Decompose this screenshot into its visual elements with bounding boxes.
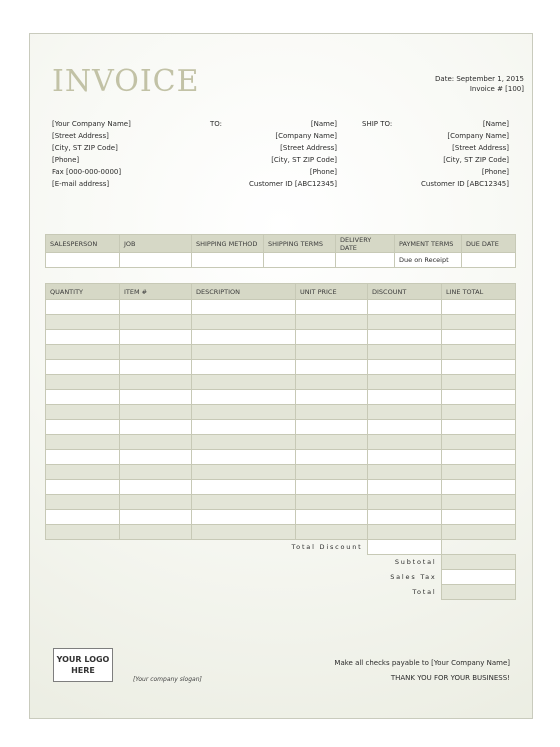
cell-discount[interactable] bbox=[368, 450, 442, 465]
cell-unit-price[interactable] bbox=[296, 375, 368, 390]
cell-line-total[interactable] bbox=[442, 345, 516, 360]
cell-unit-price[interactable] bbox=[296, 495, 368, 510]
cell-item-number[interactable] bbox=[120, 435, 192, 450]
cell-line-total[interactable] bbox=[442, 525, 516, 540]
cell-quantity[interactable] bbox=[46, 390, 120, 405]
cell-item-number[interactable] bbox=[120, 390, 192, 405]
header-due-date: DUE DATE bbox=[462, 235, 516, 253]
header-line-total: LINE TOTAL bbox=[442, 284, 516, 300]
header-description: DESCRIPTION bbox=[192, 284, 296, 300]
to-line: [City, ST ZIP Code] bbox=[271, 156, 337, 164]
cell-description[interactable] bbox=[192, 525, 296, 540]
header-salesperson: SALESPERSON bbox=[46, 235, 120, 253]
total-label: Total bbox=[412, 588, 437, 596]
cell-quantity[interactable] bbox=[46, 360, 120, 375]
cell-unit-price[interactable] bbox=[296, 525, 368, 540]
cell-unit-price[interactable] bbox=[296, 450, 368, 465]
cell-quantity[interactable] bbox=[46, 465, 120, 480]
cell-quantity[interactable] bbox=[46, 420, 120, 435]
cell-item-number[interactable] bbox=[120, 450, 192, 465]
cell-quantity[interactable] bbox=[46, 495, 120, 510]
from-address bbox=[52, 118, 131, 190]
cell-discount[interactable] bbox=[368, 360, 442, 375]
table-row bbox=[46, 510, 516, 525]
cell-line-total[interactable] bbox=[442, 405, 516, 420]
ship-to-line: [Company Name] bbox=[447, 132, 509, 140]
to-line: [Company Name] bbox=[275, 132, 337, 140]
table-row bbox=[46, 345, 516, 360]
invoice-meta bbox=[344, 73, 524, 93]
logo-line: HERE bbox=[71, 666, 95, 675]
cell-discount[interactable] bbox=[368, 315, 442, 330]
cell-quantity[interactable] bbox=[46, 450, 120, 465]
table-row bbox=[46, 375, 516, 390]
cell-description[interactable] bbox=[192, 510, 296, 525]
header-item-number: ITEM # bbox=[120, 284, 192, 300]
cell-line-total[interactable] bbox=[442, 420, 516, 435]
cell-discount[interactable] bbox=[368, 345, 442, 360]
cell-description[interactable] bbox=[192, 390, 296, 405]
cell-discount[interactable] bbox=[368, 375, 442, 390]
table-row bbox=[46, 465, 516, 480]
header-payment-terms: PAYMENT TERMS bbox=[395, 235, 462, 253]
sales-tax-label: Sales Tax bbox=[390, 573, 437, 581]
ship-to-line: [Street Address] bbox=[452, 144, 509, 152]
from-line: Fax [000-000-0000] bbox=[52, 168, 122, 176]
from-line: [E-mail address] bbox=[52, 180, 110, 188]
table-row bbox=[46, 420, 516, 435]
cell-quantity[interactable] bbox=[46, 375, 120, 390]
cell-item-number[interactable] bbox=[120, 300, 192, 315]
cell-unit-price[interactable] bbox=[296, 300, 368, 315]
cell-unit-price[interactable] bbox=[296, 360, 368, 375]
total-discount-label: Total Discount bbox=[291, 543, 363, 551]
header-shipping-terms: SHIPPING TERMS bbox=[264, 235, 336, 253]
subtotal-value[interactable] bbox=[441, 555, 515, 570]
cell-item-number[interactable] bbox=[120, 330, 192, 345]
from-line: [Your Company Name] bbox=[52, 120, 131, 128]
cell-description[interactable] bbox=[192, 300, 296, 315]
cell-shipping-terms[interactable] bbox=[264, 253, 336, 268]
from-line: [City, ST ZIP Code] bbox=[52, 144, 118, 152]
invoice-title: INVOICE bbox=[52, 64, 200, 99]
table-row bbox=[46, 495, 516, 510]
cell-unit-price[interactable] bbox=[296, 510, 368, 525]
to-line: Customer ID [ABC12345] bbox=[249, 180, 337, 188]
cell-description[interactable] bbox=[192, 465, 296, 480]
cell-unit-price[interactable] bbox=[296, 315, 368, 330]
cell-line-total[interactable] bbox=[442, 390, 516, 405]
header-unit-price: UNIT PRICE bbox=[296, 284, 368, 300]
cell-salesperson[interactable] bbox=[46, 253, 120, 268]
from-line: [Street Address] bbox=[52, 132, 109, 140]
to-line: [Phone] bbox=[309, 168, 337, 176]
cell-item-number[interactable] bbox=[120, 495, 192, 510]
cell-item-number[interactable] bbox=[120, 480, 192, 495]
line-items-table bbox=[45, 283, 516, 540]
cell-description[interactable] bbox=[192, 345, 296, 360]
cell-line-total[interactable] bbox=[442, 315, 516, 330]
table-row bbox=[46, 315, 516, 330]
cell-quantity[interactable] bbox=[46, 300, 120, 315]
header-discount: DISCOUNT bbox=[368, 284, 442, 300]
cell-line-total[interactable] bbox=[442, 300, 516, 315]
cell-description[interactable] bbox=[192, 375, 296, 390]
cell-item-number[interactable] bbox=[120, 315, 192, 330]
cell-discount[interactable] bbox=[368, 420, 442, 435]
cell-line-total[interactable] bbox=[442, 330, 516, 345]
total-discount-value[interactable] bbox=[367, 540, 441, 555]
cell-unit-price[interactable] bbox=[296, 465, 368, 480]
cell-discount[interactable] bbox=[368, 495, 442, 510]
cell-discount[interactable] bbox=[368, 330, 442, 345]
cell-unit-price[interactable] bbox=[296, 330, 368, 345]
cell-line-total[interactable] bbox=[442, 465, 516, 480]
cell-description[interactable] bbox=[192, 330, 296, 345]
total-value[interactable] bbox=[441, 585, 515, 600]
cell-line-total[interactable] bbox=[442, 375, 516, 390]
cell-description[interactable] bbox=[192, 315, 296, 330]
header-shipping-method: SHIPPING METHOD bbox=[192, 235, 264, 253]
table-row bbox=[46, 480, 516, 495]
cell-line-total[interactable] bbox=[442, 450, 516, 465]
cell-quantity[interactable] bbox=[46, 480, 120, 495]
cell-item-number[interactable] bbox=[120, 345, 192, 360]
cell-description[interactable] bbox=[192, 360, 296, 375]
cell-quantity[interactable] bbox=[46, 405, 120, 420]
checks-payable-note: Make all checks payable to [Your Company Name] bbox=[334, 659, 510, 667]
cell-quantity[interactable] bbox=[46, 315, 120, 330]
cell-job[interactable] bbox=[120, 253, 192, 268]
table-row bbox=[46, 450, 516, 465]
thank-you-note: THANK YOU FOR YOUR BUSINESS! bbox=[390, 674, 510, 682]
header-job: JOB bbox=[120, 235, 192, 253]
header-quantity: QUANTITY bbox=[46, 284, 120, 300]
cell-quantity[interactable] bbox=[46, 345, 120, 360]
cell-discount[interactable] bbox=[368, 300, 442, 315]
cell-unit-price[interactable] bbox=[296, 420, 368, 435]
cell-item-number[interactable] bbox=[120, 510, 192, 525]
table-row bbox=[46, 360, 516, 375]
cell-payment-terms[interactable]: Due on Receipt bbox=[395, 253, 462, 268]
to-label: TO: bbox=[210, 120, 223, 128]
cell-discount[interactable] bbox=[368, 435, 442, 450]
cell-line-total[interactable] bbox=[442, 480, 516, 495]
cell-description[interactable] bbox=[192, 405, 296, 420]
cell-delivery-date[interactable] bbox=[336, 253, 395, 268]
table-row bbox=[46, 300, 516, 315]
cell-unit-price[interactable] bbox=[296, 345, 368, 360]
table-row bbox=[46, 435, 516, 450]
ship-to-line: [City, ST ZIP Code] bbox=[443, 156, 509, 164]
cell-unit-price[interactable] bbox=[296, 405, 368, 420]
table-row bbox=[46, 330, 516, 345]
cell-description[interactable] bbox=[192, 420, 296, 435]
from-line: [Phone] bbox=[52, 156, 80, 164]
ship-to-line: Customer ID [ABC12345] bbox=[421, 180, 509, 188]
subtotal-label: Subtotal bbox=[394, 558, 437, 567]
cell-description[interactable] bbox=[192, 450, 296, 465]
invoice-page bbox=[29, 33, 533, 719]
cell-discount[interactable] bbox=[368, 510, 442, 525]
cell-item-number[interactable] bbox=[120, 405, 192, 420]
cell-item-number[interactable] bbox=[120, 420, 192, 435]
cell-discount[interactable] bbox=[368, 405, 442, 420]
ship-to-address bbox=[392, 118, 509, 190]
cell-discount[interactable] bbox=[368, 390, 442, 405]
invoice-number: Invoice # [100] bbox=[469, 85, 524, 93]
logo-line: YOUR LOGO bbox=[56, 655, 110, 664]
to-line: [Street Address] bbox=[280, 144, 337, 152]
table-row bbox=[46, 390, 516, 405]
cell-item-number[interactable] bbox=[120, 360, 192, 375]
order-info-table bbox=[45, 234, 516, 268]
cell-discount[interactable] bbox=[368, 465, 442, 480]
cell-line-total[interactable] bbox=[442, 360, 516, 375]
cell-shipping-method[interactable] bbox=[192, 253, 264, 268]
sales-tax-value[interactable] bbox=[441, 570, 515, 585]
cell-quantity[interactable] bbox=[46, 330, 120, 345]
cell-unit-price[interactable] bbox=[296, 390, 368, 405]
company-slogan: [Your company slogan] bbox=[133, 676, 202, 683]
invoice-date: Date: September 1, 2015 bbox=[435, 75, 524, 83]
cell-description[interactable] bbox=[192, 480, 296, 495]
totals-table bbox=[45, 539, 516, 600]
cell-due-date[interactable] bbox=[462, 253, 516, 268]
ship-to-line: [Phone] bbox=[481, 168, 509, 176]
cell-unit-price[interactable] bbox=[296, 435, 368, 450]
cell-discount[interactable] bbox=[368, 525, 442, 540]
header-delivery-date: DELIVERY DATE bbox=[336, 235, 395, 253]
cell-quantity[interactable] bbox=[46, 510, 120, 525]
table-row bbox=[46, 405, 516, 420]
cell-description[interactable] bbox=[192, 435, 296, 450]
ship-to-label: SHIP TO: bbox=[362, 120, 393, 128]
cell-quantity[interactable] bbox=[46, 435, 120, 450]
cell-description[interactable] bbox=[192, 495, 296, 510]
cell-line-total[interactable] bbox=[442, 495, 516, 510]
to-line: [Name] bbox=[310, 120, 337, 128]
cell-item-number[interactable] bbox=[120, 375, 192, 390]
cell-line-total[interactable] bbox=[442, 510, 516, 525]
to-address bbox=[220, 118, 337, 190]
cell-item-number[interactable] bbox=[120, 465, 192, 480]
cell-item-number[interactable] bbox=[120, 525, 192, 540]
ship-to-line: [Name] bbox=[482, 120, 509, 128]
cell-line-total[interactable] bbox=[442, 435, 516, 450]
cell-discount[interactable] bbox=[368, 480, 442, 495]
table-row bbox=[46, 525, 516, 540]
cell-quantity[interactable] bbox=[46, 525, 120, 540]
cell-unit-price[interactable] bbox=[296, 480, 368, 495]
company-logo bbox=[53, 648, 113, 682]
